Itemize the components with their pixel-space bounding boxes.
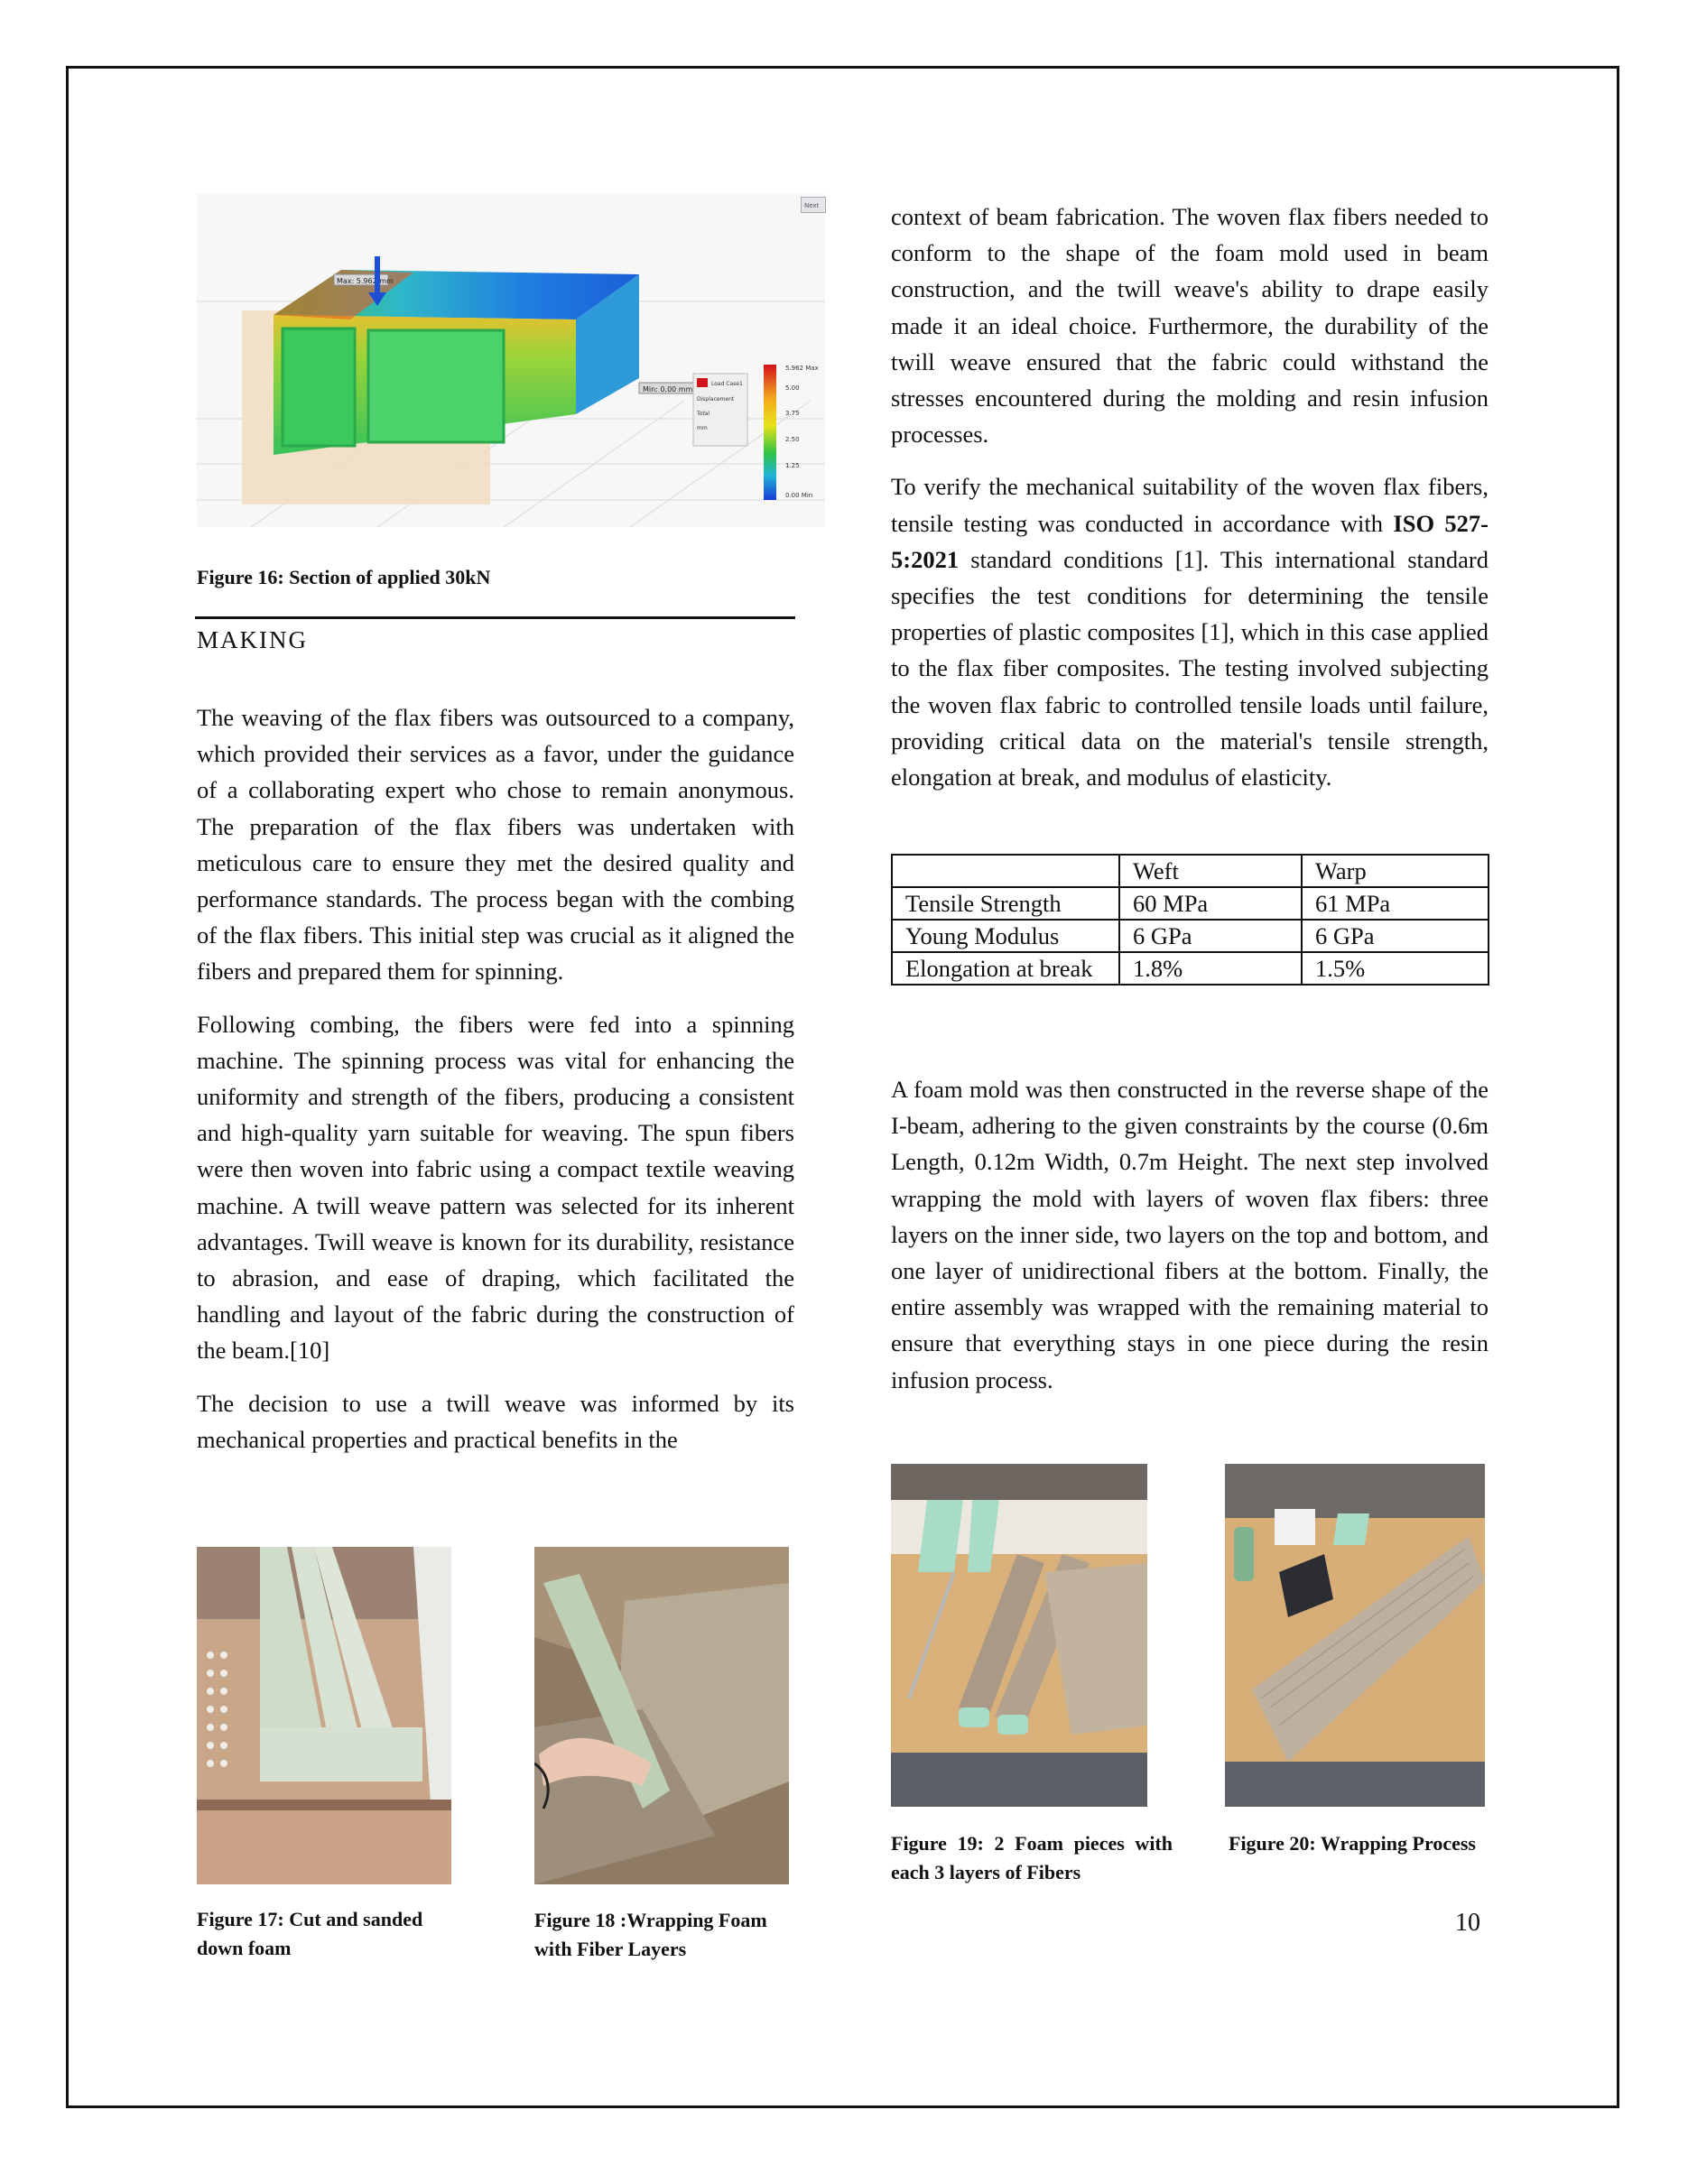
table-cell: 6 GPa (1302, 920, 1489, 952)
table-cell: 1.5% (1302, 952, 1489, 985)
table-row (892, 887, 1489, 920)
paragraph: Following combing, the fibers were fed into a spinning machine. The spinning process was vital for enhancing the uniformity and strength of the fibers, producing a consistent and high-quality yarn suitable for weaving. The spun fibers were then woven into fabric using a compact textile weaving machine. A twill weave pattern was selected for its inherent advantages. Twill weave is known for its durability, resistance to abrasion, and ease of draping, which facilitated the handling and layout of the fabric during the construction of the beam.[10] (197, 1010, 794, 1365)
paragraph: The decision to use a twill weave was informed by its mechanical properties and practical benefits in the (197, 1389, 794, 1453)
panel-item-4: mm (697, 425, 708, 431)
standard-name: ISO 527-5:2021 (891, 509, 1489, 573)
paragraph: The weaving of the flax fibers was outsourced to a company, which provided their services as a favor, under the guidance of a collaborating expert who chose to remain anonymous. The preparation of the flax fibers was undertaken with meticulous care to ensure they met the desired quality and performance standards. The process began with the combing of the flax fibers. This initial step was crucial as it aligned the fibers and prepared them for spinning. (197, 704, 794, 986)
figure-18-image (534, 1547, 789, 1884)
figure-20-image (1225, 1464, 1485, 1807)
legend-tick-0: 5.962 Max (785, 365, 819, 372)
table-cell: 60 MPa (1119, 887, 1302, 920)
figure-18-caption: Figure 18 :Wrapping Foam with Fiber Layers (534, 1909, 767, 1960)
paragraph: context of beam fabrication. The woven flax fibers needed to conform to the shape of the foam mold used in beam construction, and the twill weave's ability to drape easily made it an ideal choice. Furthermore, the durability of the twill weave ensured that the fabric could withstand the stresses encountered during the molding and resin infusion processes. (891, 203, 1489, 449)
table-cell: 61 MPa (1302, 887, 1489, 920)
table-header-cell: Warp (1302, 855, 1489, 887)
table-header-cell: Weft (1119, 855, 1302, 887)
table-row (892, 952, 1489, 985)
corner-label: Next (804, 202, 820, 209)
fea-max-label: Max: 5.962 mm (337, 277, 394, 285)
table-row (892, 920, 1489, 952)
page-number: 10 (1455, 1909, 1480, 1937)
legend-tick-3: 2.50 (785, 436, 800, 443)
figure-17-image (197, 1547, 451, 1884)
right-column-text-top (891, 199, 1489, 811)
panel-item-3: Total (697, 411, 710, 417)
legend-tick-1: 5.00 (785, 384, 800, 392)
table-cell: Tensile Strength (892, 887, 1119, 920)
section-rule (195, 616, 795, 619)
paragraph-text: To verify the mechanical suitability of the woven flax fibers, tensile testing was conducted in accordance with (891, 473, 1489, 537)
paragraph (891, 468, 1489, 795)
section-heading: MAKING (197, 626, 308, 653)
fea-min-label: Min: 0.00 mm (643, 385, 693, 393)
figure-20-caption: Figure 20: Wrapping Process (1229, 1832, 1476, 1855)
legend-tick-2: 3.75 (785, 410, 800, 417)
figure-16-image (197, 193, 825, 527)
legend-tick-5: 0.00 Min (785, 492, 813, 499)
table-cell: 1.8% (1119, 952, 1302, 985)
panel-item-1: Load Case1 (711, 381, 743, 387)
legend-tick-4: 1.25 (785, 462, 800, 469)
table-cell: Young Modulus (892, 920, 1119, 952)
left-column-text (197, 699, 794, 1474)
paragraph: A foam mold was then constructed in the reverse shape of the I-beam, adhering to the given constraints by the course (0.6m Length, 0.12m Width, 0.7m Height. The next step involved wrapping the mold with layers of woven flax fibers: three layers on the inner side, two layers on the top and bottom, and one layer of unidirectional fibers at the bottom. Finally, the entire assembly was wrapped with the remaining material to ensure that everything stays in one piece during the resin infusion process. (891, 1076, 1489, 1393)
properties-table (891, 854, 1489, 986)
figure-19-caption: Figure 19: 2 Foam pieces with each 3 layers of Fibers (891, 1832, 1173, 1883)
table-cell: 6 GPa (1119, 920, 1302, 952)
figure-16-caption: Figure 16: Section of applied 30kN (197, 566, 491, 588)
figure-16-corner-button (801, 197, 826, 213)
table-cell: Elongation at break (892, 952, 1119, 985)
figure-19-image (891, 1464, 1147, 1807)
figure-17-caption: Figure 17: Cut and sanded down foam (197, 1908, 423, 1959)
panel-item-2: Displacement (697, 396, 735, 403)
table-header-cell (892, 855, 1119, 887)
table-header-row (892, 855, 1489, 887)
paragraph-text: standard conditions [1]. This international standard specifies the test conditions for determining the tensile properties of plastic composites [1], which in this case applied to the flax fiber composites. The testing involved subjecting the woven flax fabric to controlled tensile loads until failure, providing critical data on the material's tensile strength, elongation at break, and modulus of elasticity. (891, 545, 1489, 791)
right-column-text-bottom (891, 1071, 1489, 1414)
